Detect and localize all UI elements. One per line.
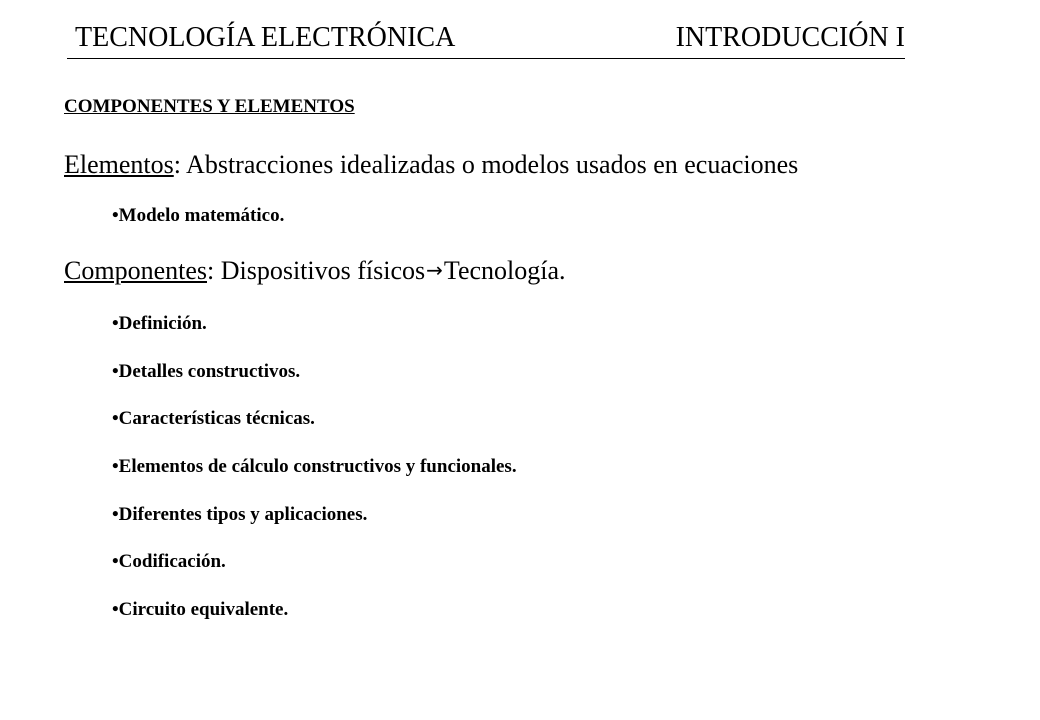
componentes-bullet: •Diferentes tipos y aplicaciones. [112,504,368,525]
elementos-definition-text: : Abstracciones idealizadas o modelos usados en ecuaciones [173,150,799,179]
elementos-term: Elementos [64,150,174,179]
componentes-term: Componentes [64,256,207,285]
componentes-definition [64,256,566,286]
componentes-bullet: •Detalles constructivos. [112,361,301,382]
course-title: TECNOLOGÍA ELECTRÓNICA [75,22,456,53]
componentes-bullet: •Circuito equivalente. [112,599,289,620]
slide-header [67,18,905,59]
section-title: INTRODUCCIÓN I [675,22,905,53]
componentes-definition-tail: Tecnología. [443,256,566,285]
right-arrow-icon: → [426,258,443,282]
componentes-bullet: •Codificación. [112,551,226,572]
elementos-bullet: •Modelo matemático. [112,205,285,226]
componentes-bullet: •Elementos de cálculo constructivos y funcionales. [112,456,517,477]
componentes-bullet: •Características técnicas. [112,408,315,429]
componentes-definition-text: : Dispositivos físicos [207,256,426,285]
elementos-definition [64,150,798,180]
componentes-bullet: •Definición. [112,313,207,334]
section-heading: COMPONENTES Y ELEMENTOS [64,96,355,117]
